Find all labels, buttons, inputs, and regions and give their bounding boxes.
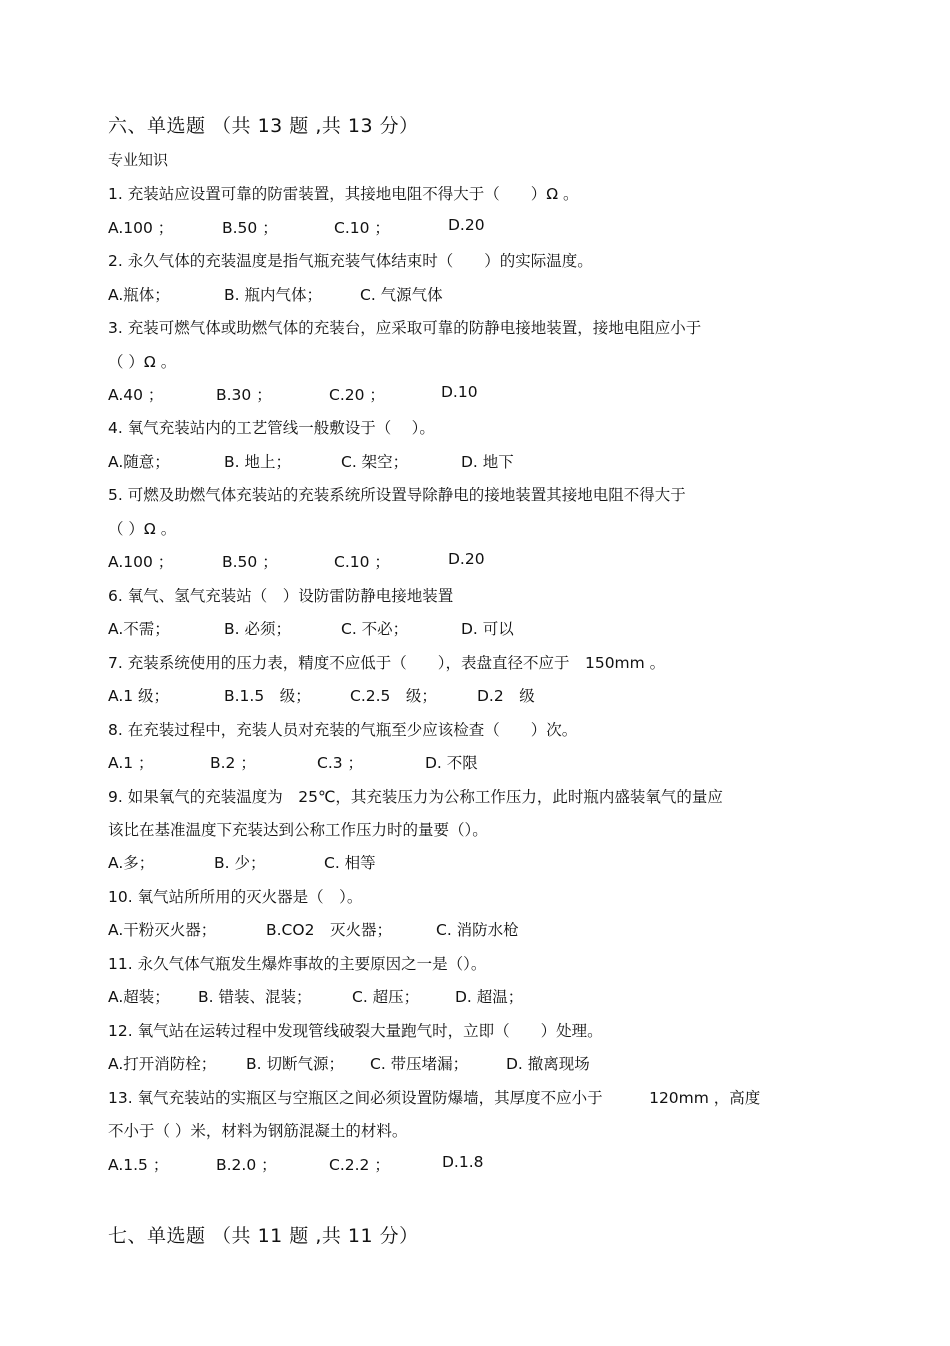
question-2-options	[108, 283, 848, 303]
option-a: A.干粉灭火器；	[108, 921, 217, 939]
question-9-text-cont: 该比在基准温度下充装达到公称工作压力时的量要（）。	[108, 821, 488, 839]
option-d: D. 地下	[461, 453, 514, 471]
option-c: C. 气源气体	[360, 286, 443, 304]
question-9-options	[108, 851, 848, 871]
question-1-text: 1. 充装站应设置可靠的防雷装置，其接地电阻不得大于（ ）Ω 。	[108, 185, 579, 203]
option-b: B. 必须；	[224, 620, 291, 638]
option-b: B.2 ；	[210, 754, 256, 772]
question-8-options	[108, 751, 848, 771]
subject-label: 专业知识	[108, 151, 169, 169]
question-2-text: 2. 永久气体的充装温度是指气瓶充装气体结束时（ ）的实际温度。	[108, 252, 593, 270]
question-7-options	[108, 684, 848, 704]
question-6-options	[108, 617, 848, 637]
option-d: D.20	[448, 216, 485, 234]
option-d: D. 撤离现场	[506, 1055, 590, 1073]
option-a: A.不需；	[108, 620, 170, 638]
option-d: D. 可以	[461, 620, 514, 638]
question-11-options	[108, 985, 848, 1005]
option-c: C. 相等	[324, 854, 376, 872]
option-c: C.20 ；	[329, 386, 385, 404]
question-11-text: 11. 永久气体气瓶发生爆炸事故的主要原因之一是（）。	[108, 955, 487, 973]
section-7-title: 七、单选题 （共 11 题 ,共 11 分）	[108, 1225, 419, 1247]
question-10-text: 10. 氧气站所所用的灭火器是（ ）。	[108, 888, 363, 906]
option-c: C. 超压；	[352, 988, 420, 1006]
question-9-text: 9. 如果氧气的充装温度为 25℃，其充装压力为公称工作压力，此时瓶内盛装氧气的量应	[108, 788, 723, 806]
question-13-text: 13. 氧气充装站的实瓶区与空瓶区之间必须设置防爆墙，其厚度不应小于 120mm ，高度	[108, 1089, 761, 1107]
option-c: C. 架空；	[341, 453, 409, 471]
option-d: D.1.8	[442, 1153, 484, 1171]
option-b: B.CO2 灭火器；	[266, 921, 392, 939]
option-b: B.50 ；	[222, 553, 278, 571]
option-a: A.1 级；	[108, 687, 170, 705]
option-a: A.打开消防栓；	[108, 1055, 217, 1073]
question-6-text: 6. 氧气、氢气充装站（ ）设防雷防静电接地装置	[108, 587, 454, 605]
question-13-options	[108, 1153, 848, 1173]
option-d: D.2 级	[477, 687, 535, 705]
option-c: C. 不必；	[341, 620, 409, 638]
option-b: B. 切断气源；	[246, 1055, 344, 1073]
question-4-options	[108, 450, 848, 470]
option-a: A.100 ；	[108, 553, 174, 571]
option-b: B.1.5 级；	[224, 687, 311, 705]
option-d: D.10	[441, 383, 478, 401]
option-d: D. 超温；	[455, 988, 524, 1006]
option-b: B.50 ；	[222, 219, 278, 237]
option-a: A.多；	[108, 854, 155, 872]
question-3-text-cont: （ ）Ω 。	[108, 353, 177, 371]
question-5-text-cont: （ ）Ω 。	[108, 520, 177, 538]
option-c: C.10 ；	[334, 219, 390, 237]
option-b: B.2.0 ；	[216, 1156, 277, 1174]
question-1-options	[108, 216, 848, 236]
question-12-text: 12. 氧气站在运转过程中发现管线破裂大量跑气时，立即（ ）处理。	[108, 1022, 603, 1040]
question-13-text-cont: 不小于（ ）米，材料为钢筋混凝土的材料。	[108, 1122, 408, 1140]
question-3-text: 3. 充装可燃气体或助燃气体的充装台，应采取可靠的防静电接地装置，接地电阻应小于	[108, 319, 702, 337]
question-7-text: 7. 充装系统使用的压力表，精度不应低于（ ），表盘直径不应于 150mm 。	[108, 654, 666, 672]
option-a: A.随意；	[108, 453, 170, 471]
option-a: A.瓶体；	[108, 286, 170, 304]
question-4-text: 4. 氧气充装站内的工艺管线一般敷设于（ ）。	[108, 419, 435, 437]
option-a: A.1 ；	[108, 754, 154, 772]
option-a: A.超装；	[108, 988, 170, 1006]
option-a: A.100 ；	[108, 219, 174, 237]
question-5-options	[108, 550, 848, 570]
option-c: C. 带压堵漏；	[370, 1055, 469, 1073]
option-c: C.3 ；	[317, 754, 364, 772]
option-b: B.30 ；	[216, 386, 272, 404]
option-c: C. 消防水枪	[436, 921, 519, 939]
option-d: D. 不限	[425, 754, 478, 772]
option-a: A.1.5 ；	[108, 1156, 169, 1174]
question-3-options	[108, 383, 848, 403]
option-c: C.2.5 级；	[350, 687, 437, 705]
option-a: A.40 ；	[108, 386, 164, 404]
option-c: C.2.2 ；	[329, 1156, 390, 1174]
question-5-text: 5. 可燃及助燃气体充装站的充装系统所设置导除静电的接地装置其接地电阻不得大于	[108, 486, 686, 504]
option-b: B. 瓶内气体；	[224, 286, 322, 304]
question-10-options	[108, 918, 848, 938]
section-6-title: 六、单选题 （共 13 题 ,共 13 分）	[108, 115, 419, 137]
question-12-options	[108, 1052, 848, 1072]
option-d: D.20	[448, 550, 485, 568]
question-8-text: 8. 在充装过程中，充装人员对充装的气瓶至少应该检查（ ）次。	[108, 721, 578, 739]
option-b: B. 地上；	[224, 453, 291, 471]
option-c: C.10 ；	[334, 553, 390, 571]
option-b: B. 少；	[214, 854, 266, 872]
option-b: B. 错装、混装；	[198, 988, 312, 1006]
